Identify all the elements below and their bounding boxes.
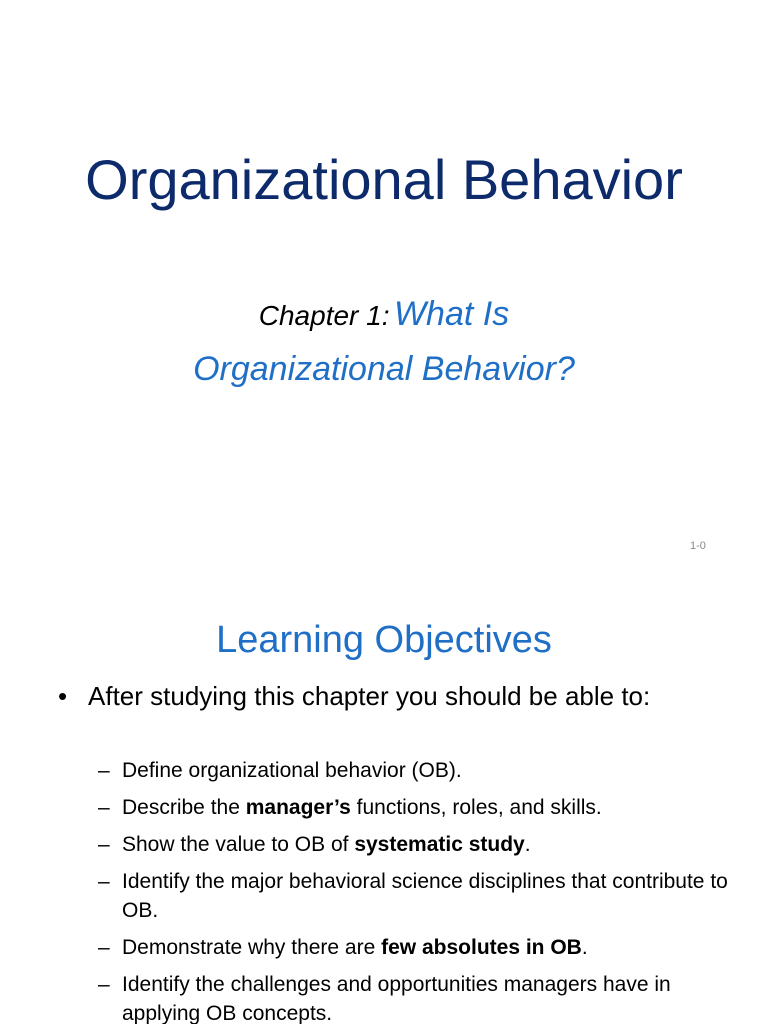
dash-icon: – [98, 936, 110, 959]
dash-icon: – [98, 833, 110, 856]
learning-objectives-title: Learning Objectives [216, 619, 552, 661]
objective-text: Show the value to OB of systematic study. [122, 833, 531, 856]
chapter-title-line2: Organizational Behavior? [193, 350, 575, 388]
slide-number: 1-0 [690, 540, 706, 552]
bullet-dot-icon: • [58, 681, 68, 711]
chapter-prefix: Chapter 1: [258, 300, 390, 331]
objectives-list [98, 756, 738, 1024]
list-item [98, 830, 738, 859]
chapter-subtitle [0, 290, 768, 393]
chapter-title-line1: What Is [393, 295, 510, 333]
slide-title: Organizational Behavior [85, 148, 683, 211]
objective-text: Demonstrate why there are few absolutes in OB. [122, 936, 588, 959]
dash-icon: – [98, 796, 110, 819]
list-item [98, 933, 738, 962]
objective-text: Identify the major behavioral science disciplines that contribute to OB. [122, 870, 728, 922]
chapter-subtitle-line1 [0, 290, 768, 345]
list-item [98, 793, 738, 822]
main-bullet-text: After studying this chapter you should be able to: [88, 681, 651, 711]
objective-text: Define organizational behavior (OB). [122, 759, 462, 782]
list-item [98, 756, 738, 785]
dash-icon: – [98, 973, 110, 996]
dash-icon: – [98, 870, 110, 893]
objective-text: Describe the manager’s functions, roles, and skills. [122, 796, 602, 819]
list-item [98, 867, 738, 925]
list-item [98, 970, 738, 1024]
objective-text: Identify the challenges and opportunities managers have in applying OB concepts. [122, 973, 671, 1024]
dash-icon: – [98, 759, 110, 782]
main-bullet [58, 678, 718, 714]
